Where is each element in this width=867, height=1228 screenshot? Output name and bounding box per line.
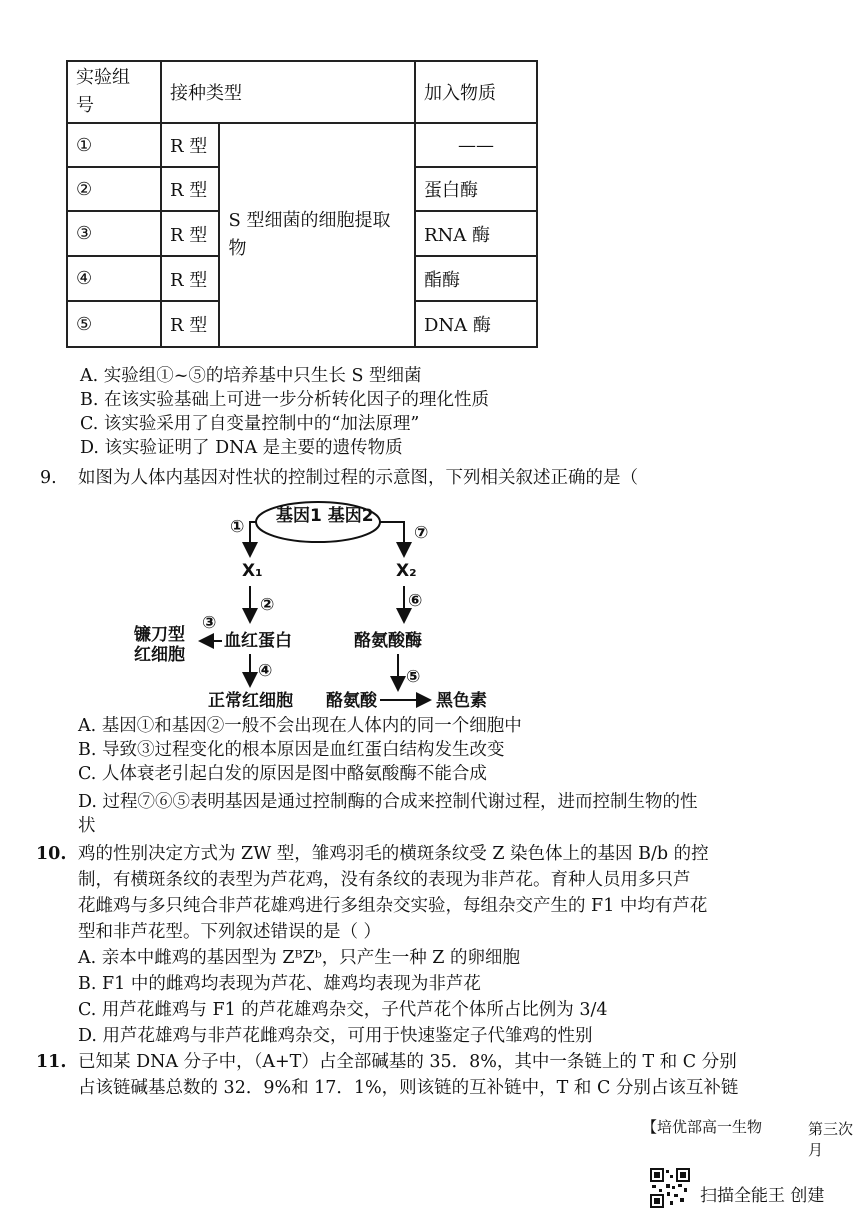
- genes-label: 基因1 基因2: [276, 506, 374, 526]
- table-header-row: [67, 61, 537, 123]
- merged-line2: 物: [228, 238, 247, 259]
- row-substance: RNA 酶: [415, 211, 537, 256]
- hemoglobin-label: 血红蛋白: [224, 631, 292, 651]
- row-substance: 酯酶: [415, 256, 537, 301]
- x1-label: X₁: [242, 561, 263, 581]
- q10-option-a: A. 亲本中雌鸡的基因型为 ZᴮZᵇ，只产生一种 Z 的卵细胞: [78, 948, 521, 968]
- q9-option-c: C. 人体衰老引起白发的原因是图中酪氨酸酶不能合成: [78, 764, 487, 784]
- row-type: R 型: [161, 123, 219, 167]
- tyrosinase-label: 酪氨酸酶: [354, 631, 422, 651]
- row-id: ③: [67, 211, 161, 256]
- q11-stem-line: 占该链碱基总数的 32．9%和 17．1%，则该链的互补链中，T 和 C 分别占该互补链: [78, 1078, 739, 1098]
- q10-option-c: C. 用芦花雌鸡与 F1 的芦花雄鸡杂交，子代芦花个体所占比例为 3/4: [78, 1000, 608, 1020]
- arrow-gene2-x2: [380, 522, 404, 556]
- normal-rbc-label: 正常红细胞: [208, 691, 293, 711]
- merged-extract-cell: [219, 123, 415, 347]
- row-substance: DNA 酶: [415, 301, 537, 347]
- x2-label: X₂: [396, 561, 417, 581]
- gene-control-diagram: [130, 494, 510, 714]
- q10-option-d: D. 用芦花雄鸡与非芦花雌鸡杂交，可用于快速鉴定子代雏鸡的性别: [78, 1026, 593, 1046]
- q10-number: 10.: [36, 844, 67, 864]
- experiment-table: [66, 60, 538, 348]
- step-1-label: ①: [230, 517, 245, 537]
- q8-option-a: A. 实验组①~⑤的培养基中只生长 S 型细菌: [80, 366, 422, 386]
- q9-stem: 如图为人体内基因对性状的控制过程的示意图，下列相关叙述正确的是（: [78, 468, 638, 488]
- row-type: R 型: [161, 167, 219, 211]
- row-id: ②: [67, 167, 161, 211]
- q9-option-d: D. 过程⑦⑥⑤表明基因是通过控制酶的合成来控制代谢过程，进而控制生物的性: [78, 792, 698, 812]
- row-type: R 型: [161, 211, 219, 256]
- scanner-watermark: 扫描全能王 创建: [700, 1186, 825, 1206]
- row-id: ①: [67, 123, 161, 167]
- q9-number: 9.: [40, 468, 57, 488]
- q8-option-d: D. 该实验证明了 DNA 是主要的遗传物质: [80, 438, 403, 458]
- step-2-label: ②: [260, 595, 275, 615]
- q9-option-a: A. 基因①和基因②一般不会出现在人体内的同一个细胞中: [78, 716, 522, 736]
- q10-stem-line: 鸡的性别决定方式为 ZW 型，雏鸡羽毛的横斑条纹受 Z 染色体上的基因 B/b 的控: [78, 844, 709, 864]
- header-added-substance: 加入物质: [415, 61, 537, 123]
- header-group-number: [67, 61, 161, 123]
- step-6-label: ⑥: [408, 591, 423, 611]
- q9-option-b: B. 导致③过程变化的根本原因是血红蛋白结构发生改变: [78, 740, 505, 760]
- sickle-line1: 镰刀型: [134, 625, 185, 645]
- q9-option-d-cont: 状: [78, 816, 96, 836]
- step-7-label: ⑦: [414, 523, 429, 543]
- q10-option-b: B. F1 中的雌鸡均表现为芦花、雄鸡均表现为非芦花: [78, 974, 481, 994]
- qr-code-icon: [650, 1168, 690, 1208]
- header-inoculation-type: 接种类型: [161, 61, 415, 123]
- row-id: ⑤: [67, 301, 161, 347]
- step-4-label: ④: [258, 661, 273, 681]
- melanin-label: 黑色素: [436, 691, 487, 711]
- header-group-number-line2: 号: [76, 95, 94, 116]
- q10-stem-line: 花雌鸡与多只纯合非芦花雄鸡进行多组杂交实验，每组杂交产生的 F1 中均有芦花: [78, 896, 708, 916]
- q10-stem-line: 制，有横斑条纹的表型为芦花鸡，没有条纹的表现为非芦花。育种人员用多只芦: [78, 870, 691, 890]
- q11-stem-line: 已知某 DNA 分子中，（A+T）占全部碱基的 35．8%，其中一条链上的 T 和 C 分别: [78, 1052, 737, 1072]
- sickle-line2: 红细胞: [134, 645, 185, 665]
- step-5-label: ⑤: [406, 667, 421, 687]
- row-type: R 型: [161, 256, 219, 301]
- footer-page: 第三次月: [808, 1120, 854, 1159]
- row-type: R 型: [161, 301, 219, 347]
- tyrosine-label: 酪氨酸: [326, 691, 377, 711]
- arrow-gene1-x1: [250, 522, 256, 556]
- merged-line1: S 型细菌的细胞提取: [228, 210, 391, 231]
- row-substance: 蛋白酶: [415, 167, 537, 211]
- table-row: [67, 123, 537, 167]
- step-3-label: ③: [202, 613, 217, 633]
- q10-stem-line: 型和非芦花型。下列叙述错误的是（ ）: [78, 922, 382, 942]
- q8-option-b: B. 在该实验基础上可进一步分析转化因子的理化性质: [80, 390, 489, 410]
- footer-course: 【培优部高一生物: [642, 1118, 763, 1136]
- row-substance: ——: [415, 123, 537, 167]
- header-group-number-line1: 实验组: [76, 67, 130, 88]
- q11-number: 11.: [36, 1052, 67, 1072]
- row-id: ④: [67, 256, 161, 301]
- q8-option-c: C. 该实验采用了自变量控制中的“加法原理”: [80, 414, 420, 434]
